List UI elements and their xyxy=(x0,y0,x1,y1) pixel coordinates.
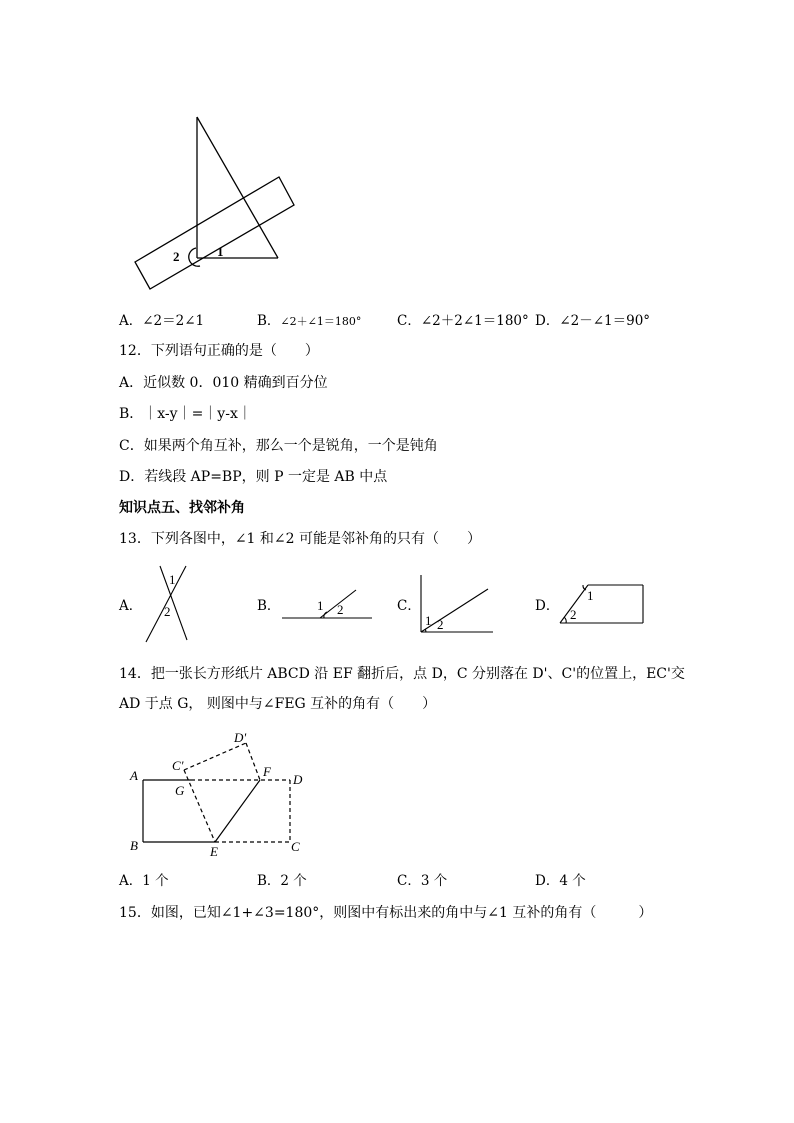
q14-label-a: A xyxy=(130,768,138,783)
q13-b-label2: 2 xyxy=(337,602,344,617)
q13-c-label1: 1 xyxy=(425,613,432,628)
q14-option-c[interactable]: C．3 个 xyxy=(397,873,448,889)
section-heading: 知识点五、找邻补角 xyxy=(119,500,245,516)
q11-option-b[interactable]: B．∠2＋∠1＝180° xyxy=(257,313,362,329)
q11-option-a[interactable]: A．∠2＝2∠1 xyxy=(119,313,205,329)
q14-option-d[interactable]: D．4 个 xyxy=(535,873,586,889)
q11-option-d[interactable]: D．∠2－∠1＝90° xyxy=(535,313,651,329)
q13-option-b-letter[interactable]: B． xyxy=(257,598,281,614)
q14-label-d: D xyxy=(293,772,303,787)
q13-stem: 13．下列各图中，∠1 和∠2 可能是邻补角的只有（ ） xyxy=(119,531,481,547)
q14-label-c-prime: C' xyxy=(172,758,184,773)
q14-stem-line2: AD 于点 G， 则图中与∠FEG 互补的角有（ ） xyxy=(119,696,437,712)
q14-label-c: C xyxy=(291,839,300,854)
q13-b-label1: 1 xyxy=(317,598,324,613)
q14-option-b[interactable]: B．2 个 xyxy=(257,873,307,889)
q13-option-a-letter[interactable]: A． xyxy=(119,598,143,614)
q13-c-label2: 2 xyxy=(437,617,444,632)
q13-option-d-letter[interactable]: D． xyxy=(535,598,560,614)
q12-option-d[interactable]: D．若线段 AP=BP，则 P 一定是 AB 中点 xyxy=(119,469,388,485)
q13-a-label2: 2 xyxy=(164,604,171,619)
q15-stem: 15．如图，已知∠1+∠3=180°，则图中有标出来的角中与∠1 互补的角有（ ） xyxy=(119,905,653,921)
q12-stem: 12．下列语句正确的是（ ） xyxy=(119,343,319,359)
q14-label-d-prime: D' xyxy=(234,730,247,745)
q14-label-b: B xyxy=(130,838,138,853)
q13-option-c-letter[interactable]: C． xyxy=(397,598,421,614)
q14-label-g: G xyxy=(175,783,185,798)
q11-angle1-label: 1 xyxy=(217,244,224,259)
q13-d-label1: 1 xyxy=(587,588,594,603)
q13-a-label1: 1 xyxy=(169,572,176,587)
q12-option-c[interactable]: C．如果两个角互补，那么一个是锐角，一个是钝角 xyxy=(119,438,438,454)
q14-option-a[interactable]: A．1 个 xyxy=(119,873,169,889)
q13-d-label2: 2 xyxy=(570,607,577,622)
q11-angle2-label: 2 xyxy=(173,249,180,264)
q14-stem-line1: 14．把一张长方形纸片 ABCD 沿 EF 翻折后，点 D，C 分别落在 D'、C'的位置上，EC'交 xyxy=(119,666,685,682)
q12-option-b[interactable]: B．｜x-y｜=｜y-x｜ xyxy=(119,406,252,422)
q11-option-c[interactable]: C．∠2＋2∠1＝180° xyxy=(397,313,529,329)
q14-label-f: F xyxy=(263,764,271,779)
q12-option-a[interactable]: A．近似数 0．010 精确到百分位 xyxy=(119,375,328,391)
q14-label-e: E xyxy=(210,844,218,859)
